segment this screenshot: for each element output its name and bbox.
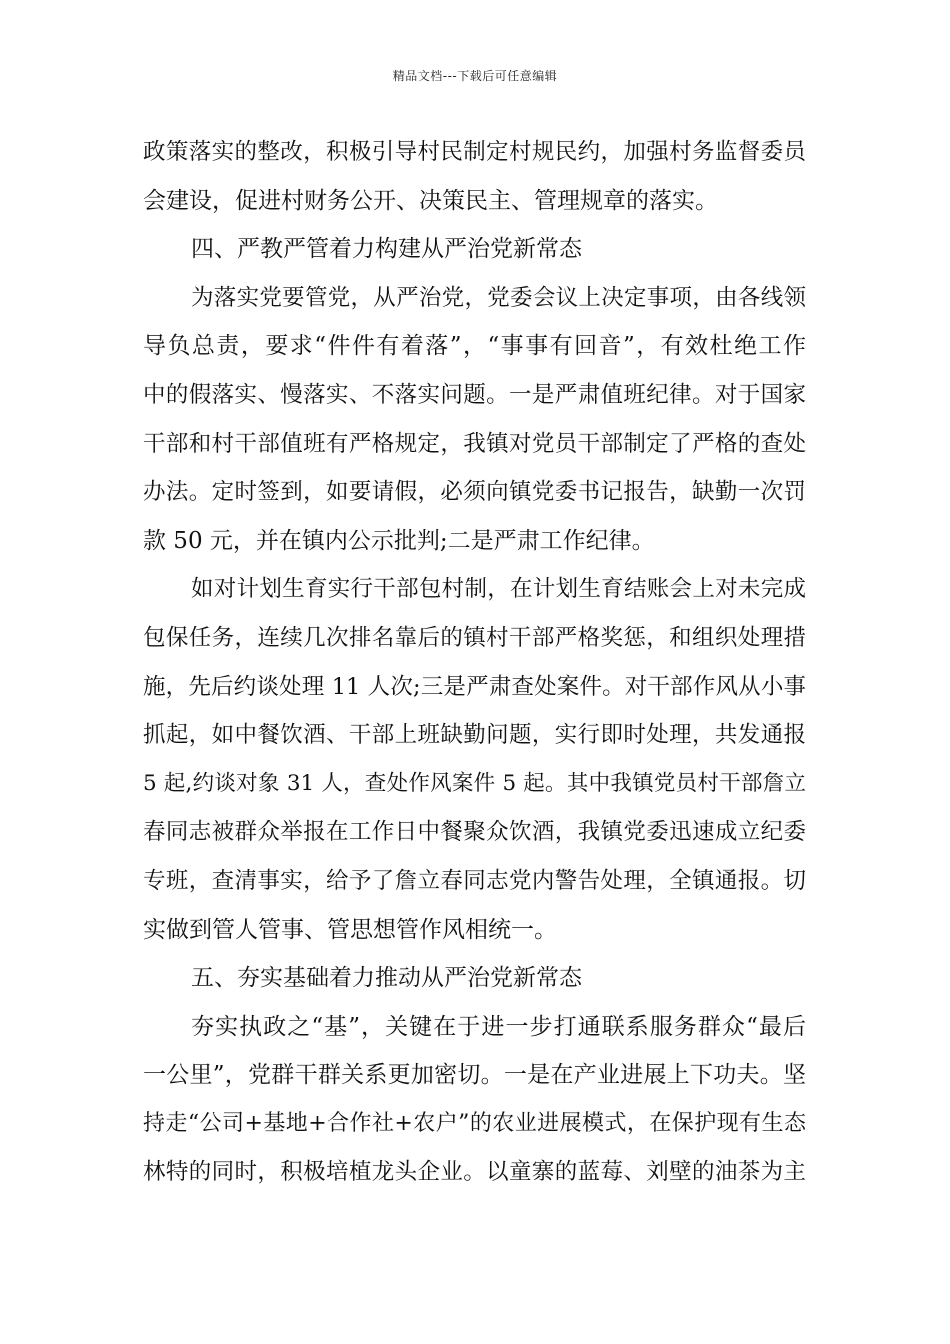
- text-line: 干部和村干部值班有严格规定，我镇对党员干部制定了严格的查处: [143, 430, 806, 457]
- text-line: 春同志被群众举报在工作日中餐聚众饮酒，我镇党委迅速成立纪委: [143, 819, 806, 846]
- text-line: 施，先后约谈处理 11 人次;三是严肃查处案件。对干部作风从小事: [143, 673, 806, 700]
- text-line: 四、严教严管着力构建从严治党新常态: [191, 236, 582, 263]
- text-line: 为落实党要管党，从严治党，党委会议上决定事项，由各线领: [191, 284, 806, 311]
- text-line: 款 50 元，并在镇内公示批判;二是严肃工作纪律。: [143, 527, 655, 554]
- text-line: 五、夯实基础着力推动从严治党新常态: [191, 965, 582, 992]
- text-line: 一公里”，党群干群关系更加密切。一是在产业进展上下功夫。坚: [143, 1062, 806, 1089]
- text-line: 如对计划生育实行干部包村制，在计划生育结账会上对未完成: [191, 576, 806, 603]
- body-text: [143, 132, 806, 1201]
- text-line: 5 起,约谈对象 31 人，查处作风案件 5 起。其中我镇党员村干部詹立: [143, 770, 806, 796]
- text-line: 夯实执政之“基”，关键在于进一步打通联系服务群众“最后: [191, 1013, 806, 1040]
- text-line: 专班，查清事实，给予了詹立春同志党内警告处理，全镇通报。切: [143, 867, 806, 894]
- text-line: 持走“公司+基地+合作社+农户”的农业进展模式，在保护现有生态: [143, 1110, 806, 1136]
- page-header: 精品文档---下载后可任意编辑: [392, 69, 558, 83]
- text-line: 导负总责，要求“件件有着落”，“事事有回音”，有效杜绝工作: [143, 333, 806, 360]
- text-line: 林特的同时，积极培植龙头企业。以童寨的蓝莓、刘壁的油茶为主: [143, 1159, 806, 1186]
- text-line: 实做到管人管事、管思想管作风相统一。: [143, 916, 557, 943]
- text-line: 政策落实的整改，积极引导村民制定村规民约，加强村务监督委员: [143, 139, 806, 165]
- text-line: 会建设，促进村财务公开、决策民主、管理规章的落实。: [143, 187, 718, 214]
- text-line: 中的假落实、慢落实、不落实问题。一是严肃值班纪律。对于国家: [143, 381, 806, 408]
- text-line: 办法。定时签到，如要请假，必须向镇党委书记报告，缺勤一次罚: [143, 479, 806, 506]
- text-line: 包保任务，连续几次排名靠后的镇村干部严格奖惩，和组织处理措: [143, 624, 806, 651]
- text-line: 抓起，如中餐饮酒、干部上班缺勤问题，实行即时处理，共发通报: [143, 722, 806, 749]
